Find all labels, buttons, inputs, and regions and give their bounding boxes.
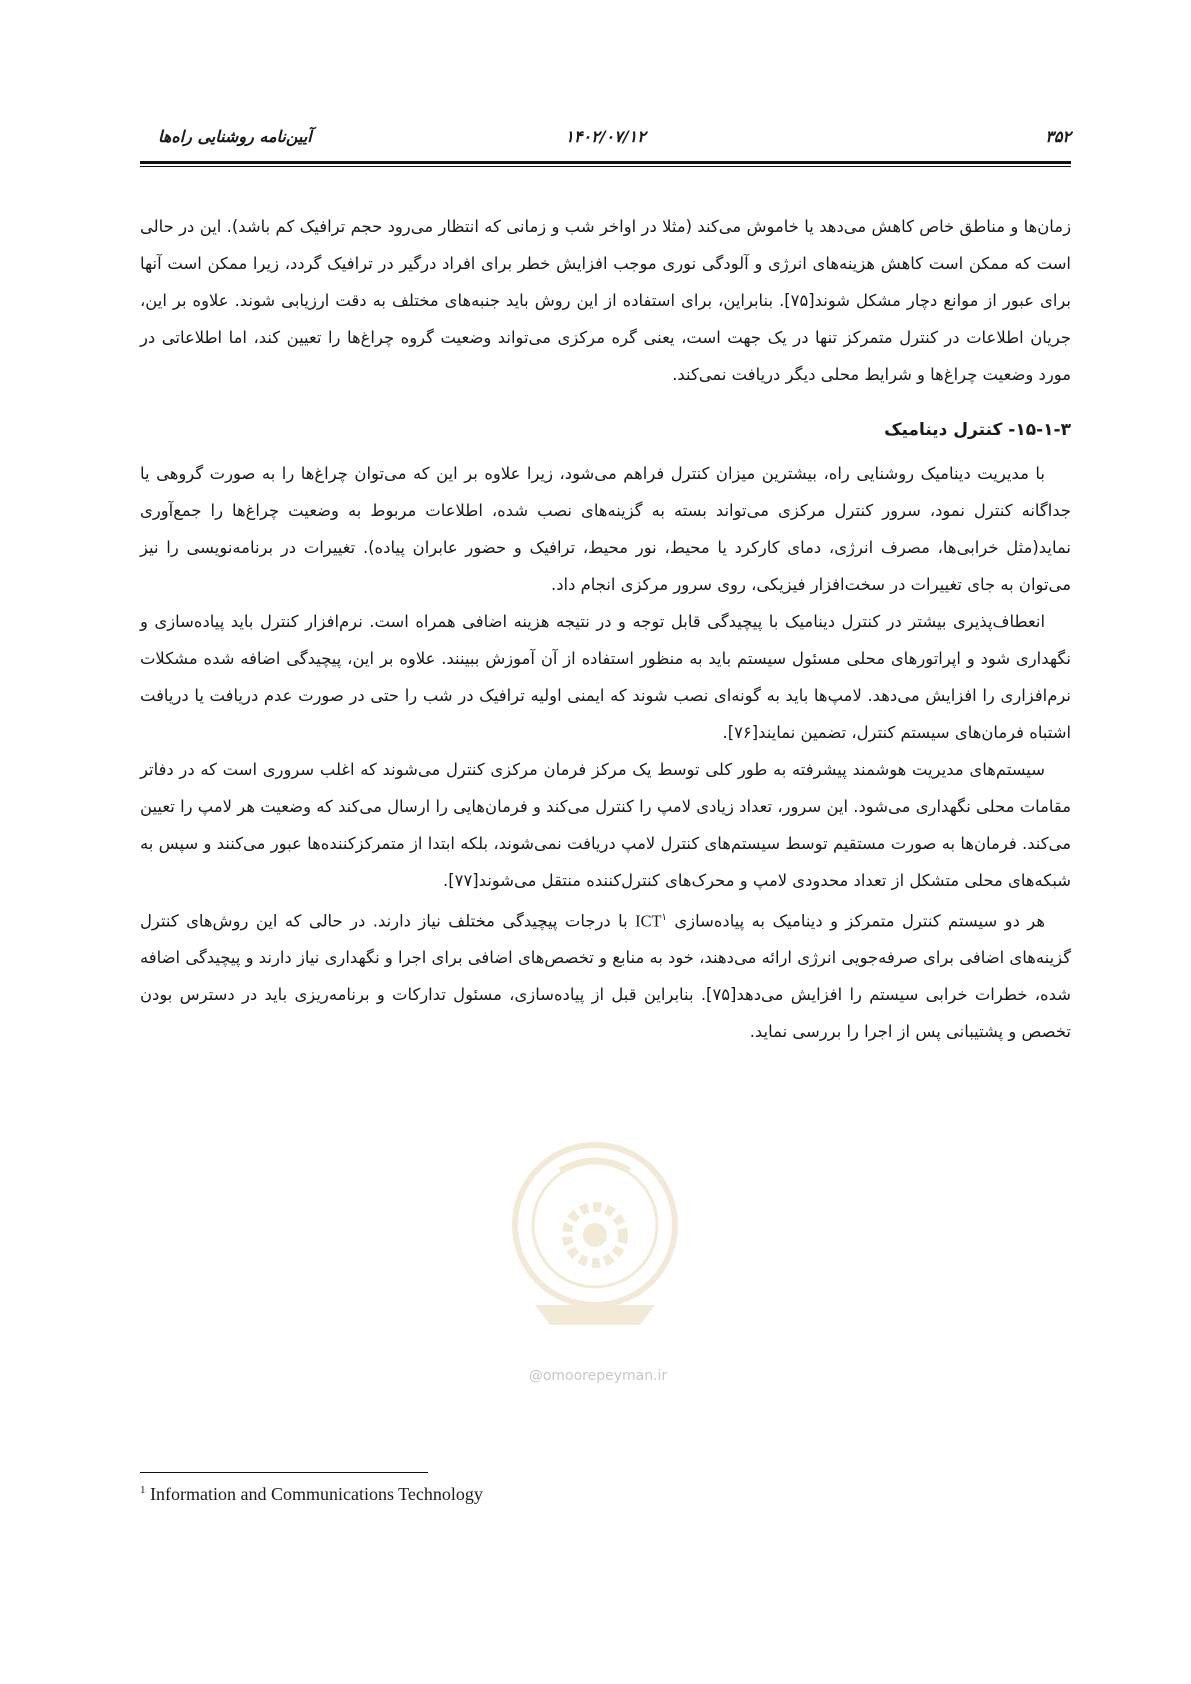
- paragraph-3: انعطاف‌پذیری بیشتر در کنترل دینامیک با پیچیدگی قابل توجه و در نتیجه هزینه اضافی همراه است. نرم‌افزار کنترل باید پیاده‌سازی و نگهداری شود و اپراتورهای محلی مسئول سیستم باید به منظور استفاده از آن آموزش ببینند. علاوه بر این، پیچیدگی اضافه شده مشکلات نرم‌افزاری را افزایش می‌دهد. لامپ‌ها باید به گونه‌ای نصب شوند که ایمنی اولیه ترافیک در شب را حتی در صورت عدم دریافت یا دریافت اشتباه فرمان‌های سیستم کنترل، تضمین نمایند[۷۶].: [140, 612, 1071, 742]
- paragraph-4: سیستم‌های مدیریت هوشمند پیشرفته به طور کلی توسط یک مرکز فرمان مرکزی کنترل می‌شوند که اغلب سروری است که در دفاتر مقامات محلی نگهداری می‌شود. این سرور، تعداد زیادی لامپ را کنترل می‌کند و فرمان‌هایی را ارسال می‌کند که وضعیت هر لامپ را تعیین می‌کند. فرمان‌ها به صورت مستقیم توسط سیستم‌های کنترل لامپ دریافت نمی‌شوند، بلکه ابتدا از متمرکزکننده‌ها عبور می‌کنند و سپس به شبکه‌های محلی متشکل از تعداد محدودی لامپ و محرک‌های کنترل‌کننده منتقل می‌شوند[۷۷].: [140, 760, 1071, 890]
- watermark-text: @omoorepeyman.ir: [528, 1368, 668, 1384]
- paragraph-5-start: هر دو سیستم کنترل متمرکز و دینامیک به پیاده‌سازی: [666, 911, 1045, 931]
- page-header: [140, 127, 1071, 157]
- main-text: [140, 208, 1071, 1050]
- book-title: آیین‌نامه روشنایی راه‌ها: [158, 127, 312, 146]
- paragraph-2: با مدیریت دینامیک روشنایی راه، بیشترین میزان کنترل فراهم می‌شود، زیرا علاوه بر این که می‌توان چراغ‌ها را به صورت گروهی یا جداگانه کنترل نمود، سرور کنترل مرکزی می‌تواند بسته به گزینه‌های نصب شده، اطلاعات مربوط به وضعیت چراغ‌ها را جمع‌آوری نماید(مثل خرابی‌ها، مصرف انرژی، دمای کارکرد یا محیط، نور محیط، ترافیک و حضور عابران پیاده). تغییرات در برنامه‌نویسی را نیز می‌توان به جای تغییرات در سخت‌افزار فیزیکی، روی سرور مرکزی انجام داد.: [140, 464, 1071, 594]
- header-date: ۱۴۰۲/۰۷/۱۲: [565, 127, 646, 146]
- header-rule-thin: [140, 166, 1071, 167]
- header-rule-thick: [140, 161, 1071, 164]
- section-heading: ۱۵-۱-۳- کنترل دینامیک: [884, 420, 1071, 440]
- paragraph-5: [140, 899, 1071, 1050]
- footnote-text: Information and Communications Technology: [150, 1484, 483, 1504]
- footnote-rule: [140, 1472, 428, 1473]
- page-number: ۳۵۲: [1045, 127, 1071, 146]
- footnote-mark: 1: [140, 1484, 146, 1496]
- paragraph-1: زمان‌ها و مناطق خاص کاهش می‌دهد یا خاموش می‌کند (مثلا در اواخر شب و زمانی که انتظار می‌رود حجم ترافیک کم باشد). این در حالی است که ممکن است کاهش هزینه‌های انرژی و آلودگی نوری موجب افزایش خطر برای افراد درگیر در ترافیک گردد، زیرا ممکن است آنها برای عبور از موانع دچار مشکل شوند[۷۵]. بنابراین، برای استفاده از این روش باید جنبه‌های مختلف به دقت ارزیابی شوند. علاوه بر این، جریان اطلاعات در کنترل متمرکز تنها در یک جهت است، یعنی گره مرکزی می‌تواند وضعیت گروه چراغ‌ها را تعیین کند، اما اطلاعاتی در مورد وضعیت چراغ‌ها و شرایط محلی دیگر دریافت نمی‌کند.: [140, 217, 1071, 384]
- footnote: [140, 1484, 840, 1505]
- watermark-logo-icon: [500, 1130, 690, 1330]
- footnote-reference: ۱: [661, 912, 667, 923]
- paragraph-5-end: با درجات پیچیدگی مختلف نیاز دارند. در حالی که این روش‌های کنترل گزینه‌های اضافی برای صرفه‌جویی انرژی ارائه می‌دهند، خود به منابع و تخصص‌های اضافی برای اجرا و نگهداری نیاز دارند و پیچیدگی اضافه شده، خطرات خرابی سیستم را افزایش می‌دهد[۷۵]. بنابراین قبل از پیاده‌سازی، مسئول تدارکات و برنامه‌ریزی باید در دسترس بودن تخصص و پشتیبانی پس از اجرا را بررسی نماید.: [140, 911, 1071, 1042]
- ict-abbreviation: ICT: [635, 911, 662, 931]
